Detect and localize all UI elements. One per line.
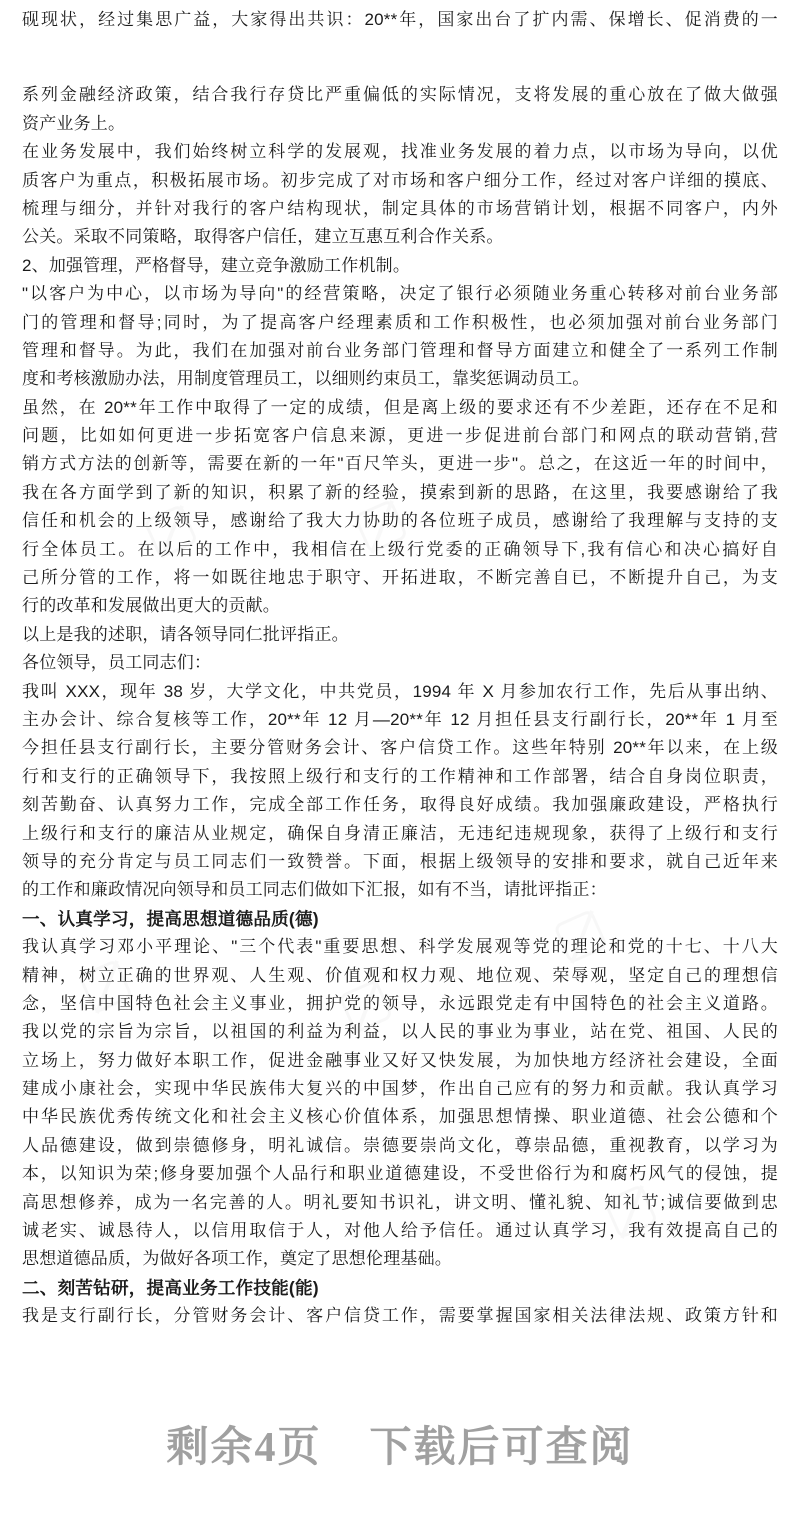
text-line: 念，坚信中国特色社会主义事业，拥护党的领导，永远跟党走有中国特色的社会主义道路。 <box>22 993 778 1013</box>
text-line: 主办会计、综合复核等工作，20**年 12 月—20**年 12 月担任县支行副行长，20**年 1 月至 <box>22 709 778 729</box>
text-line: 2、加强管理，严格督导，建立竞争激励工作机制。 <box>22 255 411 275</box>
text-line: 各位领导，员工同志们： <box>22 653 212 673</box>
text-line: 虽然，在 20**年工作中取得了一定的成绩，但是离上级的要求还有不少差距，还存在不足和 <box>22 397 778 417</box>
text-line: 梳理与细分，并针对我行的客户结构现状，制定具体的市场营销计划，根据不同客户，内外 <box>22 198 778 218</box>
text-line: 我以党的宗旨为宗旨，以祖国的利益为利益，以人民的事业为事业，站在党、祖国、人民的 <box>22 1022 778 1042</box>
text-line: 销方式方法的创新等，需要在新的一年"百尺竿头，更进一步"。总之，在这近一年的时间中， <box>22 454 778 474</box>
document-body <box>22 0 778 1331</box>
text-line: 问题，比如如何更进一步拓宽客户信息来源，更进一步促进前台部门和网点的联动营销,营 <box>22 426 778 446</box>
text-line: 本，以知识为荣;修身要加强个人品行和职业道德建设，不受世俗行为和腐朽风气的侵蚀，提 <box>22 1164 778 1184</box>
text-line: 资产业务上。 <box>22 113 126 133</box>
text-line: 行和支行的正确领导下，我按照上级行和支行的工作精神和工作部署，结合自身岗位职责， <box>22 766 778 786</box>
download-hint-label: 下载后可查阅 <box>369 1425 634 1471</box>
text-line: 精神，树立正确的世界观、人生观、价值观和权力观、地位观、荣辱观，坚定自己的理想信 <box>22 965 778 985</box>
text-line: 高思想修养，成为一名完善的人。明礼要知书识礼，讲文明、懂礼貌、知礼节;诚信要做到忠 <box>22 1192 778 1212</box>
text-line: 上级行和支行的廉洁从业规定，确保自身清正廉洁，无违纪违规现象，获得了上级行和支行 <box>22 823 778 843</box>
text-line: 质客户为重点，积极拓展市场。初步完成了对市场和客户细分工作，经过对客户详细的摸底、 <box>22 170 778 190</box>
text-line: 人品德建设，做到崇德修身，明礼诚信。崇德要崇尚文化，尊崇品德，重视教育，以学习为 <box>22 1135 778 1155</box>
text-line: 立场上，努力做好本职工作，促进金融事业又好又快发展，为加快地方经济社会建设，全面 <box>22 1050 778 1070</box>
text-line: 建成小康社会，实现中华民族伟大复兴的中国梦，作出自己应有的努力和贡献。我认真学习 <box>22 1079 778 1099</box>
text-line: 行的改革和发展做出更大的贡献。 <box>22 596 280 616</box>
text-line: 以上是我的述职，请各领导同仁批评指正。 <box>22 624 349 644</box>
text-line: 刻苦勤奋、认真努力工作，完成全部工作任务，取得良好成绩。我加强廉政建设，严格执行 <box>22 795 778 815</box>
text-line: 我是支行副行长，分管财务会计、客户信贷工作，需要掌握国家相关法律法规、政策方针和 <box>22 1306 778 1326</box>
text-line: 砚现状，经过集思广益，大家得出共识：20**年，国家出台了扩内需、保增长、促消费的一 <box>22 10 778 29</box>
text-line: 领导的充分肯定与员工同志们一致赞誉。下面，根据上级领导的安排和要求，就自己近年来 <box>22 851 778 871</box>
text-line: 系列金融经济政策，结合我行存贷比严重偏低的实际情况，支将发展的重心放在了做大做强 <box>22 85 778 105</box>
text-line: 门的管理和督导;同时，为了提高客户经理素质和工作积极性，也必须加强对前台业务部门 <box>22 312 778 332</box>
text-line: 公关。采取不同策略，取得客户信任，建立互惠互利合作关系。 <box>22 227 504 247</box>
text-line: 己所分管的工作，将一如既往地忠于职守、开拓进取，不断完善自已，不断提升自己，为支 <box>22 568 778 588</box>
text-line: 度和考核激励办法，用制度管理员工，以细则约束员工，靠奖惩调动员工。 <box>22 369 590 389</box>
text-line: 我叫 XXX，现年 38 岁，大学文化，中共党员，1994 年 X 月参加农行工作，先后从事出纳、 <box>22 681 778 701</box>
section-heading: 二、刻苦钻研，提高业务工作技能(能) <box>22 1277 319 1298</box>
text-line: 管理和督导。为此，我们在加强对前台业务部门管理和督导方面建立和健全了一系列工作制 <box>22 340 778 360</box>
text-line: "以客户为中心，以市场为导向"的经营策略，决定了银行必须随业务重心转移对前台业务部 <box>22 284 778 304</box>
page-break-gap <box>22 34 778 81</box>
preview-footer-banner <box>0 1414 800 1474</box>
text-line: 中华民族优秀传统文化和社会主义核心价值体系，加强思想情操、职业道德、社会公德和个 <box>22 1107 778 1127</box>
text-line: 思想道德品质，为做好各项工作，奠定了思想伦理基础。 <box>22 1249 452 1269</box>
text-line: 我认真学习邓小平理论、"三个代表"重要思想、科学发展观等党的理论和党的十七、十八大 <box>22 937 778 957</box>
text-line: 我在各方面学到了新的知识，积累了新的经验，摸索到新的思路，在这里，我要感谢给了我 <box>22 482 778 502</box>
remaining-pages-label: 剩余4页 <box>166 1425 322 1471</box>
text-line: 在业务发展中，我们始终树立科学的发展观，找准业务发展的着力点，以市场为导向，以优 <box>22 142 778 162</box>
section-heading: 一、认真学习，提高思想道德品质(德) <box>22 908 319 929</box>
text-line: 行全体员工。在以后的工作中，我相信在上级行党委的正确领导下,我有信心和决心搞好自 <box>22 539 778 559</box>
text-line: 今担任县支行副行长，主要分管财务会计、客户信贷工作。这些年特别 20**年以来，在上级 <box>22 738 778 758</box>
text-line: 信任和机会的上级领导，感谢给了我大力协助的各位班子成员，感谢给了我理解与支持的支 <box>22 511 778 531</box>
text-line: 的工作和廉政情况向领导和员工同志们做如下汇报，如有不当，请批评指正： <box>22 880 607 900</box>
text-line: 诚老实、诚恳待人，以信用取信于人，对他人给予信任。通过认真学习，我有效提高自己的 <box>22 1221 778 1241</box>
